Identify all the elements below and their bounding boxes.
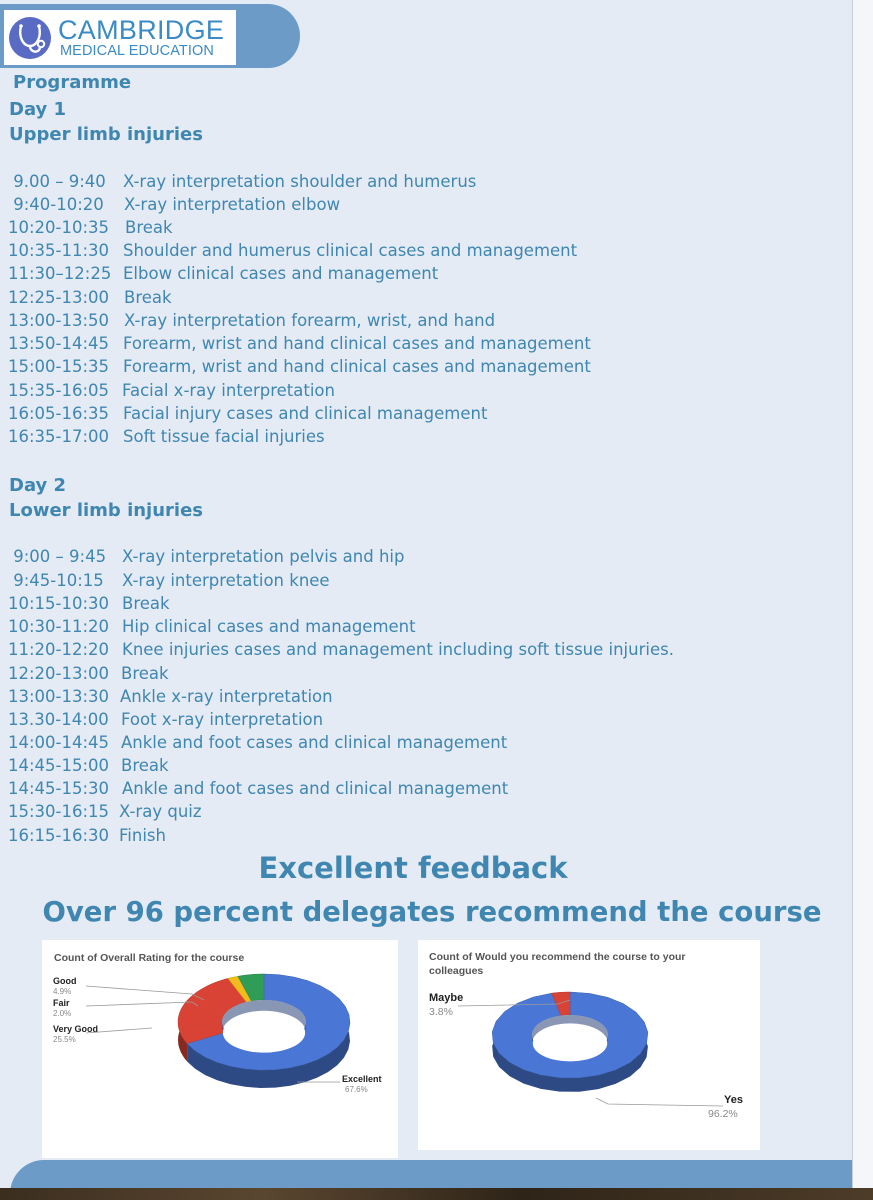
legend-label-good: Good	[53, 976, 77, 986]
session-activity: Break	[122, 594, 170, 613]
session-time: 9:00 – 9:45	[8, 547, 107, 566]
session-time: 14:00-14:45	[8, 733, 110, 752]
feedback-subheading: Over 96 percent delegates recommend the course	[42, 896, 822, 928]
overall-rating-donut	[42, 940, 398, 1158]
session-time: 9.00 – 9:40	[8, 172, 106, 191]
session-activity: Forearm, wrist and hand clinical cases and management	[123, 357, 591, 376]
session-activity: Ankle x-ray interpretation	[120, 687, 333, 706]
session-time: 11:20-12:20	[8, 640, 110, 659]
session-activity: Facial x-ray interpretation	[122, 381, 335, 400]
session-time: 14:45-15:00	[8, 756, 110, 775]
logo-text-medical-education: MEDICAL EDUCATION	[60, 43, 214, 59]
session-time: 15:30-16:15	[8, 802, 110, 821]
session-time: 13:50-14:45	[8, 334, 110, 353]
donut-hole-floor	[223, 1013, 305, 1053]
session-activity: Break	[124, 288, 172, 307]
session-activity: X-ray interpretation pelvis and hip	[122, 547, 405, 566]
session-time: 16:05-16:35	[8, 404, 110, 423]
session-time: 16:35-17:00	[8, 427, 110, 446]
session-time: 15:00-15:35	[8, 357, 110, 376]
session-time: 10:30-11:20	[8, 617, 110, 636]
footer-band	[10, 1160, 852, 1188]
session-time: 13:00-13:50	[8, 311, 110, 330]
leader-line	[86, 1002, 198, 1006]
day2-title: Day 2	[9, 475, 67, 496]
leader-line	[86, 986, 204, 1000]
legend-label-maybe: Maybe	[429, 992, 464, 1004]
session-time: 12:25-13:00	[8, 288, 110, 307]
session-activity: Knee injuries cases and management including soft tissue injuries.	[122, 640, 674, 659]
session-time: 12:20-13:00	[8, 664, 110, 683]
logo-text-cambridge: CAMBRIDGE	[58, 15, 225, 45]
session-activity: Hip clinical cases and management	[122, 617, 416, 636]
session-activity: Finish	[119, 826, 166, 845]
session-activity: X-ray interpretation knee	[122, 571, 330, 590]
session-activity: Forearm, wrist and hand clinical cases and management	[123, 334, 591, 353]
legend-pct-very-good: 25.5%	[53, 1035, 76, 1044]
session-activity: Break	[121, 756, 169, 775]
session-activity: Elbow clinical cases and management	[123, 264, 439, 283]
session-activity: X-ray quiz	[119, 802, 202, 821]
session-time: 9:45-10:15	[8, 571, 104, 590]
session-time: 13:00-13:30	[8, 687, 110, 706]
stethoscope-logo-icon	[8, 16, 52, 60]
session-time: 16:15-16:30	[8, 826, 110, 845]
session-time: 10:20-10:35	[8, 218, 110, 237]
session-activity: X-ray interpretation shoulder and humerus	[123, 172, 477, 191]
legend-pct-good: 4.9%	[53, 987, 72, 996]
session-activity: Break	[121, 664, 169, 683]
session-time: 9:40-10:20	[8, 195, 104, 214]
session-time: 13.30-14:00	[8, 710, 109, 729]
donut-hole-floor	[533, 1025, 607, 1061]
chart-title-line2: colleagues	[429, 965, 484, 977]
legend-pct-yes: 96.2%	[708, 1108, 738, 1120]
session-time: 11:30–12:25	[8, 264, 112, 283]
recommend-chart	[418, 940, 760, 1150]
day1-subtitle: Upper limb injuries	[9, 124, 203, 145]
feedback-heading: Excellent feedback	[258, 851, 568, 885]
chart-title: Count of Overall Rating for the course	[54, 952, 245, 964]
legend-label-excellent: Excellent	[342, 1074, 382, 1084]
programme-heading: Programme	[13, 72, 132, 93]
session-time: 14:45-15:30	[8, 779, 110, 798]
legend-label-very-good: Very Good	[53, 1024, 99, 1034]
overall-rating-chart	[42, 940, 398, 1158]
session-activity: Break	[125, 218, 173, 237]
session-activity: Ankle and foot cases and clinical management	[122, 779, 509, 798]
day1-title: Day 1	[9, 99, 67, 120]
legend-pct-fair: 2.0%	[53, 1009, 72, 1018]
session-time: 15:35-16:05	[8, 381, 110, 400]
legend-label-yes: Yes	[724, 1094, 743, 1106]
session-time: 10:35-11:30	[8, 241, 110, 260]
session-activity: Shoulder and humerus clinical cases and management	[123, 241, 578, 260]
page-edge	[852, 0, 873, 1190]
session-activity: X-ray interpretation elbow	[124, 195, 341, 214]
session-activity: Foot x-ray interpretation	[121, 710, 324, 729]
chart-title-line1: Count of Would you recommend the course to your	[429, 951, 686, 963]
legend-pct-excellent: 67.6%	[345, 1085, 368, 1094]
legend-label-fair: Fair	[53, 998, 70, 1008]
logo	[4, 10, 236, 65]
session-activity: Ankle and foot cases and clinical management	[121, 733, 508, 752]
session-time: 10:15-10:30	[8, 594, 110, 613]
legend-pct-maybe: 3.8%	[429, 1006, 453, 1018]
session-activity: X-ray interpretation forearm, wrist, and hand	[124, 311, 496, 330]
background-strip	[0, 1188, 873, 1200]
leader-line	[596, 1098, 723, 1106]
session-activity: Soft tissue facial injuries	[123, 427, 325, 446]
day2-subtitle: Lower limb injuries	[9, 500, 204, 521]
session-activity: Facial injury cases and clinical management	[123, 404, 488, 423]
